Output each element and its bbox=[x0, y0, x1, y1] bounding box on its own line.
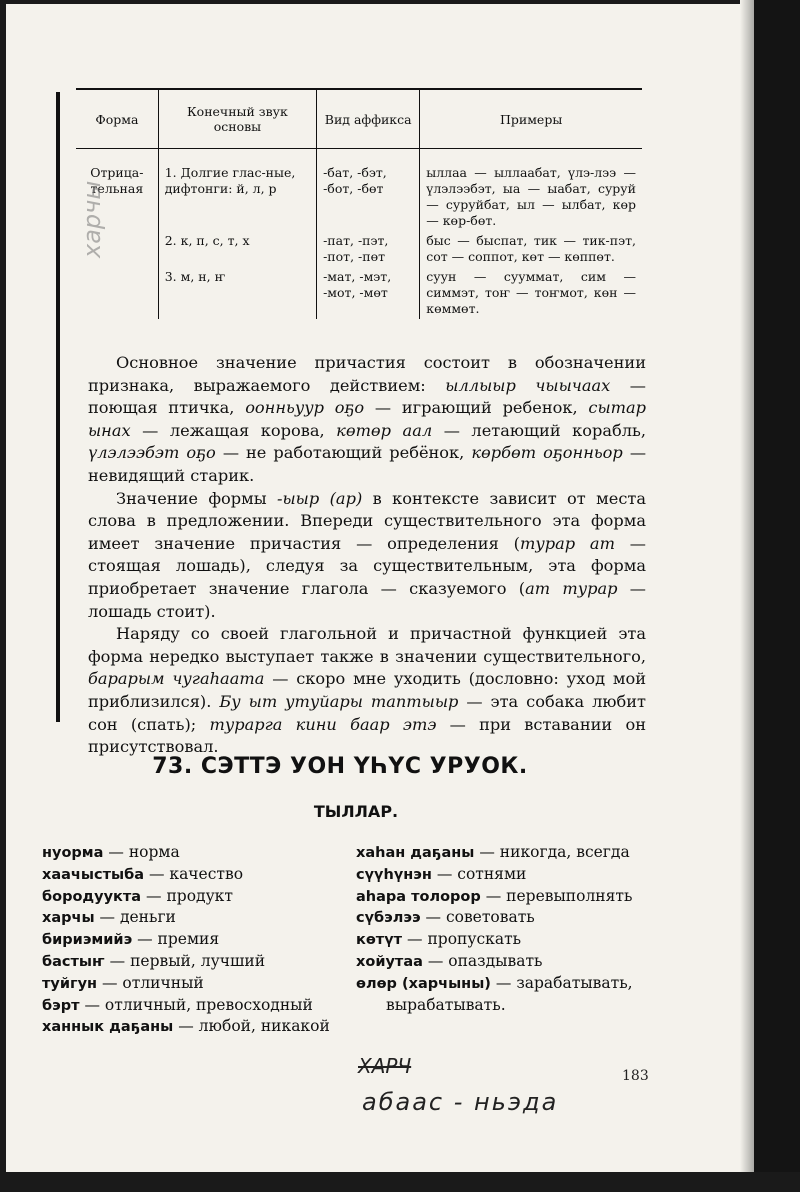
vocab-word: харчы bbox=[42, 910, 95, 927]
sound-cell: 1. Долгие глас-ные, дифтонги: й, л, р bbox=[158, 149, 316, 232]
vocab-meaning: перевыполнять bbox=[506, 886, 633, 905]
vocab-dash: — bbox=[103, 843, 129, 861]
vocab-meaning: качество bbox=[169, 864, 244, 883]
vocab-meaning: зарабатывать, вырабатывать. bbox=[386, 973, 633, 1014]
vocab-entry bbox=[356, 864, 656, 886]
vocab-meaning: премия bbox=[157, 930, 220, 949]
text-run: — поющая птичка, bbox=[88, 375, 646, 418]
text-run: — невидящий старик. bbox=[88, 443, 647, 485]
vocab-entry bbox=[356, 886, 656, 908]
vocab-dash: — bbox=[173, 1017, 199, 1036]
text-run: — летающий корабль, bbox=[432, 420, 647, 440]
form-label-cell: Отрица-тельная bbox=[76, 149, 158, 320]
vocab-word: нуорма bbox=[42, 845, 104, 861]
vocab-dash: — bbox=[480, 886, 507, 905]
sound-cell: 2. к, п, с, т, х bbox=[158, 231, 316, 267]
vocab-word: хаһан даҕаны bbox=[356, 845, 475, 861]
handwritten-margin-note: харчы bbox=[78, 180, 106, 258]
vocab-entry bbox=[356, 907, 656, 929]
table-header-cell: Примеры bbox=[420, 89, 642, 149]
italic-example: ат турар bbox=[525, 578, 618, 598]
vocab-word: туйгун bbox=[42, 975, 98, 992]
text-run: — при вставании он присутствовал. bbox=[88, 714, 646, 757]
vocab-word: сүбэлээ bbox=[356, 910, 421, 927]
vocab-meaning: никогда, всегда bbox=[499, 843, 630, 861]
italic-example: -ыыр (ар) bbox=[277, 488, 363, 508]
vocab-entry bbox=[42, 886, 338, 908]
vocab-dash: — bbox=[422, 951, 449, 970]
italic-example: турар ат bbox=[519, 533, 615, 553]
vocab-dash: — bbox=[132, 930, 158, 949]
vocab-entry bbox=[356, 842, 656, 864]
handwritten-crossed-note: ХАРЧ bbox=[358, 1054, 412, 1078]
text-run: — скоро мне уходить (дословно: уход мой приблизился). bbox=[88, 669, 646, 711]
margin-vertical-rule bbox=[56, 92, 60, 722]
vocab-dash: — bbox=[94, 908, 120, 927]
italic-example: үлэлээбэт оҕо bbox=[88, 443, 216, 463]
vocab-word: бородуукта bbox=[42, 888, 142, 905]
text-run: — лошадь стоит). bbox=[88, 578, 646, 621]
text-run: Значение формы bbox=[116, 488, 278, 508]
vocab-dash: — bbox=[104, 951, 131, 970]
vocab-word: хаачыстыба bbox=[42, 866, 145, 883]
vocab-dash: — bbox=[431, 864, 458, 883]
text-run: — эта собака любит сон (спать); bbox=[88, 691, 646, 734]
vocab-word: сүүһүнэн bbox=[356, 866, 432, 883]
text-run: Наряду со своей глагольной и причастной функцией эта форма нередко выступает также в значении существительного, bbox=[88, 624, 646, 666]
vocab-dash: — bbox=[490, 973, 517, 992]
table-header-cell: Конечный звук основы bbox=[158, 89, 316, 149]
vocab-dash: — bbox=[141, 886, 167, 905]
vocab-entry bbox=[356, 951, 656, 973]
italic-example: Бу ыт утуйары таптыыр bbox=[219, 691, 459, 711]
vocab-entry bbox=[42, 1016, 338, 1038]
vocab-meaning: отличный, превосходный bbox=[104, 995, 313, 1014]
handwritten-signature: абаас - ньэда bbox=[362, 1088, 559, 1116]
vocab-word: көтүт bbox=[356, 932, 403, 949]
text-run: — лежащая корова, bbox=[130, 420, 337, 440]
vocab-meaning: отличный bbox=[122, 973, 204, 992]
table-row bbox=[76, 231, 642, 267]
italic-example: барарым чугаһаата bbox=[88, 669, 265, 689]
vocab-entry bbox=[42, 951, 338, 973]
italic-example: сытар ынах bbox=[88, 398, 646, 440]
vocab-meaning: опаздывать bbox=[448, 951, 543, 970]
table-header-cell: Вид аффикса bbox=[317, 89, 420, 149]
italic-example: турарга кини баар этэ bbox=[209, 714, 437, 734]
vocab-word: хойутаа bbox=[356, 953, 423, 970]
table-row bbox=[76, 267, 642, 319]
sound-cell: 3. м, н, ҥ bbox=[158, 267, 316, 319]
examples-cell: ыллаа — ыллаабат, үлэ-лээ — үлэлээбэт, ыа — ыабат, суруй — суруйбат, ыл — ылбат, көр — көр-бөт. bbox=[426, 165, 636, 228]
vocab-meaning: продукт bbox=[166, 886, 233, 905]
scan-bottom-edge bbox=[0, 1172, 800, 1192]
scan-background bbox=[754, 0, 800, 1192]
table-row bbox=[76, 149, 642, 232]
text-run: в контексте зависит от места слова в предложении. Впереди существительного эта форма имеет значение причастия — определения ( bbox=[88, 488, 646, 553]
paragraph bbox=[88, 623, 646, 759]
vocab-dash: — bbox=[97, 973, 123, 992]
text-run: — играющий ребенок, bbox=[364, 398, 589, 418]
vocab-meaning: сотнями bbox=[457, 864, 527, 883]
vocab-entry bbox=[356, 929, 656, 951]
vocab-dash: — bbox=[402, 930, 428, 949]
italic-example: оонньуур оҕо bbox=[245, 398, 365, 418]
vocab-meaning: деньги bbox=[119, 908, 176, 927]
vocab-entry bbox=[42, 929, 338, 951]
affix-cell: -бат, -бэт, -бот, -бөт bbox=[317, 149, 420, 232]
vocab-dash: — bbox=[79, 995, 105, 1014]
vocab-entry bbox=[42, 842, 338, 864]
vocab-word: өлөр (харчыны) bbox=[356, 975, 491, 992]
vocab-entry bbox=[356, 973, 656, 1016]
vocab-word: бастыҥ bbox=[42, 953, 105, 970]
examples-cell: суун — сууммат, сим — симмэт, тоҥ — тоҥмот, көн — көммөт. bbox=[426, 269, 636, 316]
table-header-row bbox=[76, 89, 642, 149]
affix-cell: -мат, -мэт, -мот, -мөт bbox=[317, 267, 420, 319]
section-title: 73. СЭТТЭ УОН ҮҺҮС УРУОК. bbox=[152, 754, 528, 779]
italic-example: көрбөт оҕонньор bbox=[471, 443, 623, 463]
vocab-meaning: пропускать bbox=[427, 930, 522, 949]
vocab-word: бэрт bbox=[42, 997, 80, 1014]
vocab-entry bbox=[42, 995, 338, 1017]
paragraph bbox=[88, 488, 646, 624]
affix-table bbox=[76, 88, 642, 319]
vocab-entry bbox=[42, 973, 338, 995]
vocab-meaning: любой, никакой bbox=[198, 1017, 330, 1036]
vocabulary-list-left bbox=[42, 842, 338, 1038]
explanation-text bbox=[88, 352, 646, 759]
vocab-meaning: советовать bbox=[445, 908, 535, 927]
vocab-meaning: первый, лучший bbox=[130, 951, 266, 970]
vocab-dash: — bbox=[474, 843, 500, 861]
table-header-cell: Форма bbox=[76, 89, 158, 149]
vocabulary-title: ТЫЛЛАР. bbox=[313, 802, 399, 821]
vocab-dash: — bbox=[420, 908, 446, 927]
text-run: — не работающий ребёнок, bbox=[215, 443, 472, 463]
text-run: Основное значение причастия состоит в обозначении признака, выражаемого действием: bbox=[88, 353, 646, 395]
vocab-dash: — bbox=[144, 864, 170, 883]
vocab-word: бириэмийэ bbox=[42, 932, 133, 949]
italic-example: көтөр аал bbox=[336, 420, 433, 440]
examples-cell: быс — быспат, тик — тик-пэт, сот — соппот, көт — көппөт. bbox=[426, 233, 636, 264]
vocab-word: ханнык даҕаны bbox=[42, 1019, 174, 1036]
vocabulary-list-right bbox=[356, 842, 656, 1015]
vocab-word: аһара толорор bbox=[356, 888, 481, 905]
affix-cell: -пат, -пэт, -пот, -пөт bbox=[317, 231, 420, 267]
vocab-entry bbox=[42, 907, 338, 929]
paragraph bbox=[88, 352, 646, 488]
vocab-meaning: норма bbox=[128, 843, 180, 861]
vocab-entry bbox=[42, 864, 338, 886]
page-number: 183 bbox=[622, 1068, 649, 1084]
text-run: — стоящая лошадь), следуя за существительным, эта форма приобретает значение глагола — сказуемого ( bbox=[88, 533, 646, 598]
italic-example: ыллыыр чыычаах bbox=[445, 375, 611, 395]
